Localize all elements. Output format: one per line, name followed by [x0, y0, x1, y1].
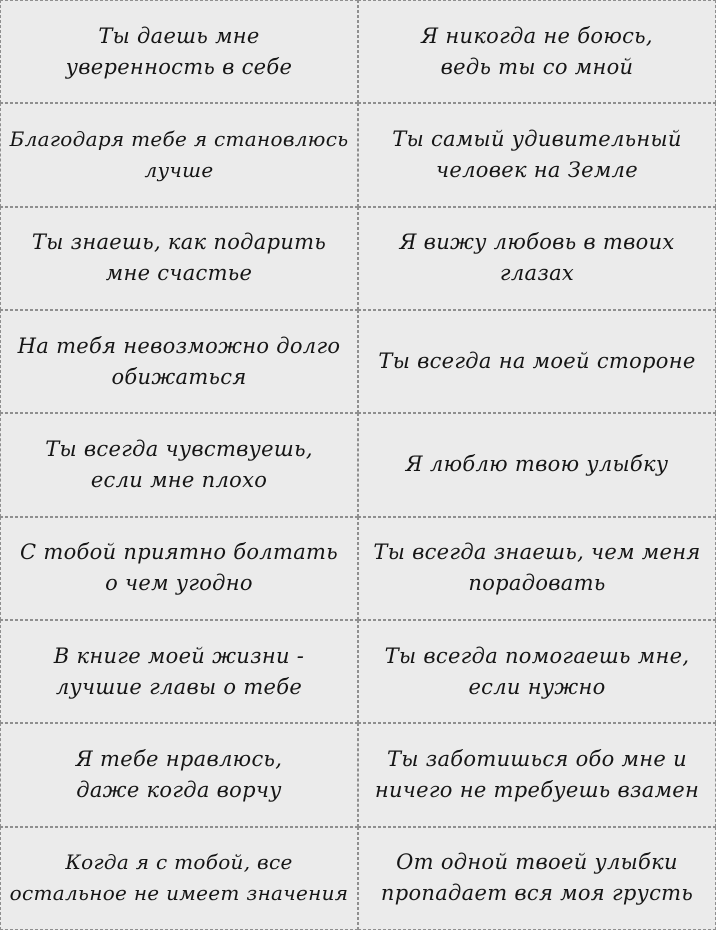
card-line: Ты всегда знаешь, чем меня	[373, 540, 701, 565]
card-14	[358, 620, 716, 723]
card-text	[32, 227, 326, 289]
card-15	[0, 723, 358, 826]
card-line: если мне плохо	[90, 467, 268, 492]
card-text	[45, 434, 313, 496]
card-line: Ты самый удивительный	[392, 126, 682, 151]
card-line: о чем угодно	[105, 571, 253, 596]
card-5	[0, 207, 358, 310]
card-line: Ты даешь мне	[98, 23, 260, 48]
card-17	[0, 827, 358, 930]
card-text	[392, 124, 681, 186]
card-3	[0, 103, 358, 206]
card-line: порадовать	[468, 571, 606, 596]
card-line: Ты знаешь, как подарить	[31, 230, 327, 255]
card-12	[358, 517, 716, 620]
card-line: ведь ты со мной	[440, 54, 634, 79]
card-line: Я вижу любовь в твоих	[399, 230, 675, 255]
card-text	[76, 744, 282, 806]
card-16	[358, 723, 716, 826]
card-text	[399, 227, 674, 289]
card-text	[10, 847, 349, 909]
card-line: Я тебе нравлюсь,	[75, 746, 283, 771]
card-text	[54, 641, 304, 703]
card-text	[406, 449, 669, 480]
card-18	[358, 827, 716, 930]
card-text	[385, 641, 690, 703]
card-line: От одной твоей улыбки	[396, 850, 678, 875]
card-8	[358, 310, 716, 413]
card-line: Я никогда не боюсь,	[421, 23, 653, 48]
card-text	[373, 537, 700, 599]
card-text	[421, 21, 653, 83]
card-line: Я люблю твою улыбку	[405, 452, 669, 477]
card-line: пропадает вся моя грусть	[380, 881, 694, 906]
card-text	[381, 847, 693, 909]
card-line: ничего не требуешь взамен	[374, 777, 700, 802]
card-line: С тобой приятно болтать	[20, 540, 338, 565]
card-line: На тебя невозможно долго	[17, 333, 341, 358]
card-11	[0, 517, 358, 620]
card-9	[0, 413, 358, 516]
card-line: мне счастье	[105, 261, 253, 286]
card-line: Ты всегда помогаешь мне,	[384, 643, 690, 668]
card-line: Благодаря тебе я становлюсь	[9, 126, 349, 151]
card-text	[375, 744, 699, 806]
card-line: Ты всегда на моей стороне	[378, 349, 696, 374]
card-line: человек на Земле	[436, 157, 638, 182]
card-line: лучшие главы о тебе	[55, 674, 303, 699]
card-line: В книге моей жизни -	[53, 643, 305, 668]
card-line: лучше	[144, 157, 214, 182]
card-text	[10, 124, 349, 186]
card-line: даже когда ворчу	[76, 777, 282, 802]
card-line: уверенность в себе	[65, 54, 293, 79]
card-line: глазах	[499, 261, 575, 286]
card-text	[20, 537, 338, 599]
card-text	[378, 346, 695, 377]
card-text	[18, 331, 341, 393]
card-7	[0, 310, 358, 413]
card-line: остальное не имеет значения	[9, 881, 349, 906]
card-line: если нужно	[468, 674, 606, 699]
card-line: Ты заботишься обо мне и	[387, 746, 687, 771]
card-line: Ты всегда чувствуешь,	[45, 436, 313, 461]
card-13	[0, 620, 358, 723]
card-text	[66, 21, 293, 83]
card-4	[358, 103, 716, 206]
card-2	[358, 0, 716, 103]
card-10	[358, 413, 716, 516]
card-line: Когда я с тобой, все	[65, 850, 293, 875]
card-1	[0, 0, 358, 103]
card-line: обижаться	[111, 364, 247, 389]
card-6	[358, 207, 716, 310]
